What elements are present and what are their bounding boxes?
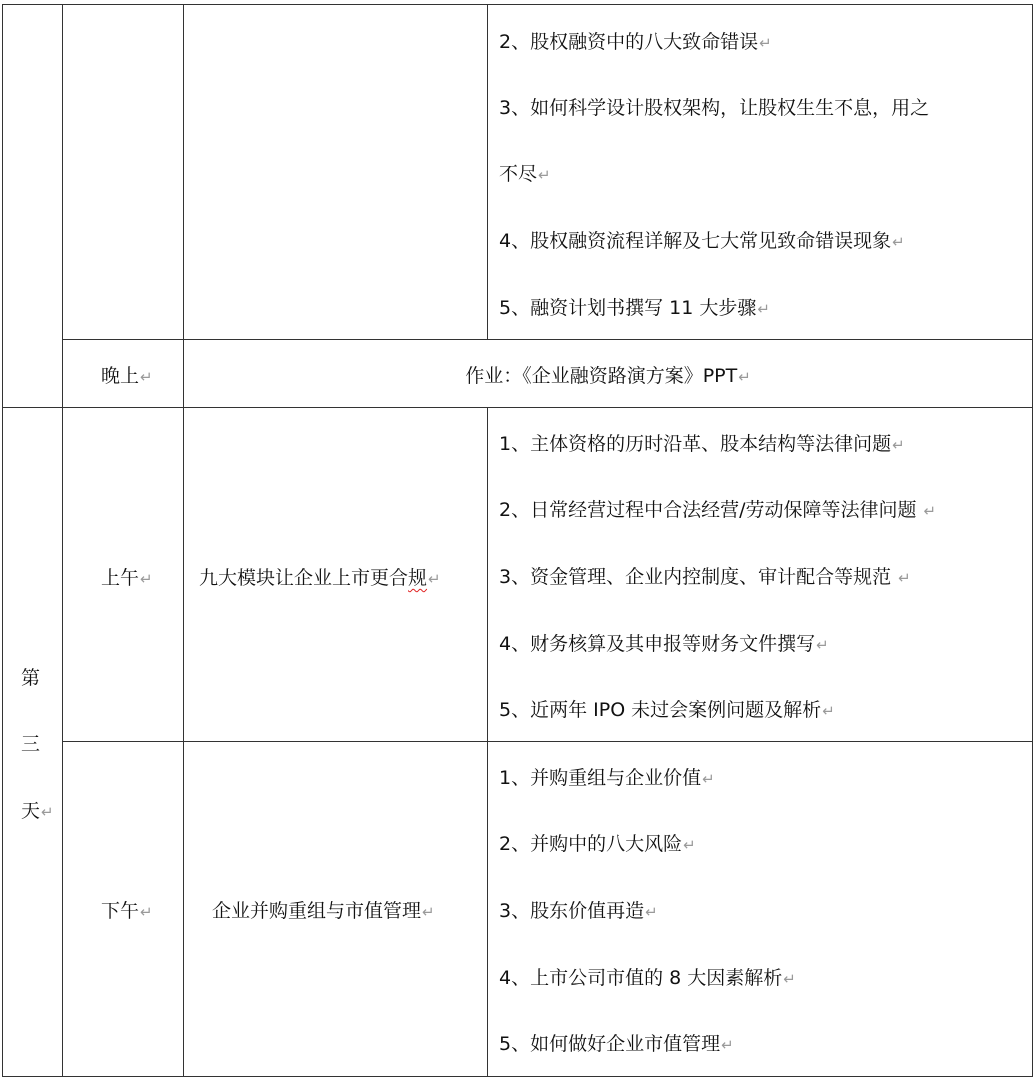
row-divider-afternoon xyxy=(62,741,1033,742)
topic-line: 5、近两年 IPO 未过会案例问题及解析↵ xyxy=(499,699,835,721)
morning-module: 九大模块让企业上市更合规↵ xyxy=(199,567,441,589)
row-divider-day3 xyxy=(2,407,1033,408)
topic-line: 2、日常经营过程中合法经营/劳动保障等法律问题 ↵ xyxy=(499,499,937,521)
topic-line: 3、资金管理、企业内控制度、审计配合等规范 ↵ xyxy=(499,566,911,588)
topic-line: 4、上市公司市值的 8 大因素解析↵ xyxy=(499,967,796,989)
content-line: 4、股权融资流程详解及七大常见致命错误现象↵ xyxy=(499,230,905,252)
spellcheck-marked-text: 规 xyxy=(408,567,428,589)
table-border-left xyxy=(2,4,3,1077)
col-divider-3-bottom xyxy=(487,407,488,1077)
table-border-right xyxy=(1032,4,1033,1077)
evening-homework: 作业：《企业融资路演方案》PPT↵ xyxy=(465,365,751,387)
content-line: 不尽↵ xyxy=(499,163,551,185)
table-border-bottom xyxy=(2,1076,1033,1077)
topic-line: 1、并购重组与企业价值↵ xyxy=(499,767,715,789)
col-divider-1 xyxy=(62,4,63,1077)
content-line: 2、股权融资中的八大致命错误↵ xyxy=(499,31,772,53)
topic-line: 3、股东价值再造↵ xyxy=(499,900,658,922)
evening-label: 晚上↵ xyxy=(101,365,153,387)
afternoon-label: 下午↵ xyxy=(101,900,153,922)
topic-line: 1、主体资格的历时沿革、股本结构等法律问题↵ xyxy=(499,433,905,455)
topic-line: 5、如何做好企业市值管理↵ xyxy=(499,1033,734,1055)
table-border-top xyxy=(2,4,1033,5)
afternoon-module: 企业并购重组与市值管理↵ xyxy=(212,900,435,922)
day-char: 天↵ xyxy=(21,800,54,822)
row-divider-evening xyxy=(62,339,1033,340)
topic-line: 4、财务核算及其申报等财务文件撰写↵ xyxy=(499,633,829,655)
day-char: 三 xyxy=(21,733,41,755)
col-divider-3-top xyxy=(487,4,488,340)
day-char: 第 xyxy=(21,667,41,689)
col-divider-2 xyxy=(183,4,184,1077)
morning-label: 上午↵ xyxy=(101,567,153,589)
topic-line: 2、并购中的八大风险↵ xyxy=(499,833,696,855)
content-line: 5、融资计划书撰写 11 大步骤↵ xyxy=(499,297,770,319)
content-line: 3、如何科学设计股权架构，让股权生生不息，用之 xyxy=(499,97,930,119)
